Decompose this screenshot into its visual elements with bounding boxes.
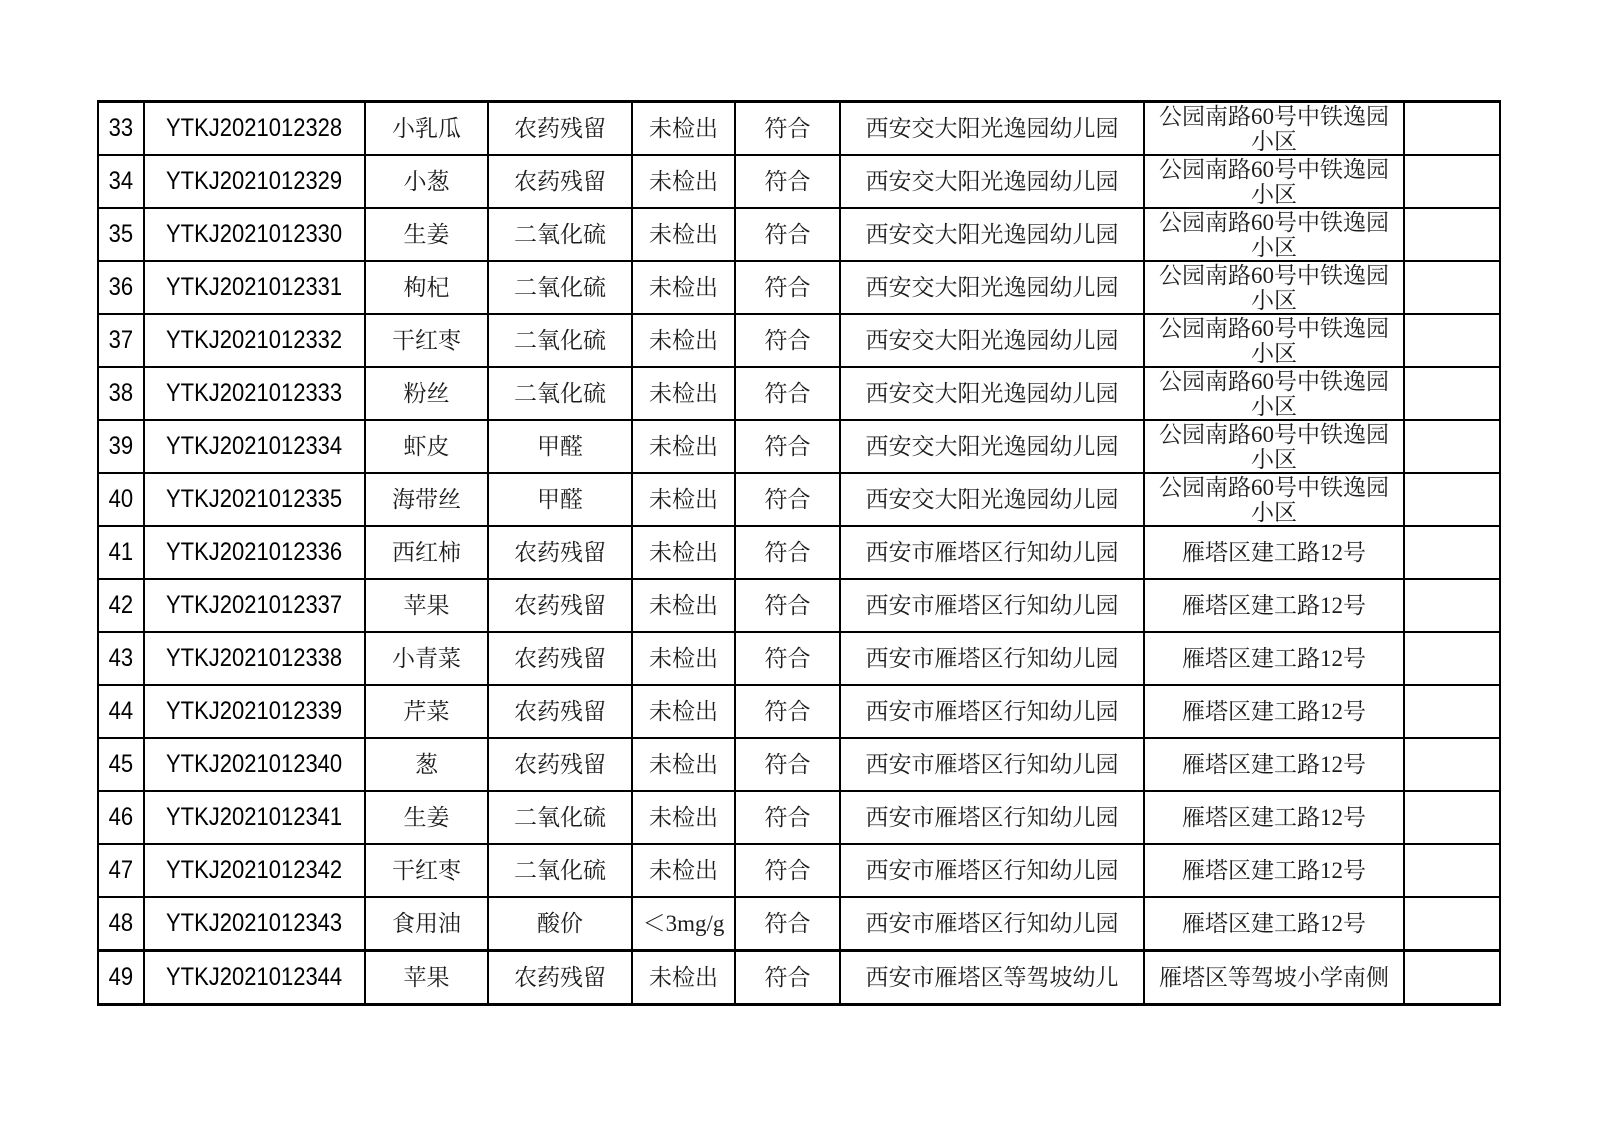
cell-org: 西安交大阳光逸园幼儿园: [840, 367, 1144, 420]
cell-item: 农药残留: [488, 738, 632, 791]
cell-sample: 小葱: [365, 155, 488, 208]
cell-sample: 食用油: [365, 897, 488, 951]
cell-item: 农药残留: [488, 685, 632, 738]
row-number-text: 48: [108, 909, 134, 937]
table-row: [98, 367, 1500, 420]
row-number-text: 36: [108, 273, 134, 301]
row-number-text: 43: [108, 644, 134, 672]
cell-org: 西安市雁塔区行知幼儿园: [840, 579, 1144, 632]
row-number-text: 34: [108, 167, 134, 195]
cell-result: 未检出: [632, 526, 735, 579]
cell-address: 雁塔区建工路12号: [1144, 844, 1404, 897]
cell-no: [98, 897, 144, 951]
row-number-text: 45: [108, 750, 134, 778]
cell-remark: [1404, 261, 1500, 314]
cell-item: 酸价: [488, 897, 632, 951]
cell-conclusion: 符合: [735, 261, 840, 314]
cell-remark: [1404, 791, 1500, 844]
sample-code-text: YTKJ2021012328: [166, 114, 343, 142]
cell-result: 未检出: [632, 155, 735, 208]
cell-sample: 粉丝: [365, 367, 488, 420]
sample-code-text: YTKJ2021012344: [166, 963, 343, 991]
sample-code-text: YTKJ2021012331: [166, 273, 343, 301]
cell-result: 未检出: [632, 791, 735, 844]
cell-address: 公园南路60号中铁逸园小区: [1144, 420, 1404, 473]
cell-result: ＜3mg/g: [632, 897, 735, 951]
results-table-body: [98, 102, 1500, 1005]
sample-code-text: YTKJ2021012335: [166, 485, 343, 513]
cell-org: 西安交大阳光逸园幼儿园: [840, 420, 1144, 473]
row-number-text: 33: [108, 114, 134, 142]
cell-item: 农药残留: [488, 155, 632, 208]
cell-sample: 小乳瓜: [365, 102, 488, 156]
cell-sample: 葱: [365, 738, 488, 791]
cell-address: 雁塔区等驾坡小学南侧: [1144, 951, 1404, 1005]
cell-result: 未检出: [632, 951, 735, 1005]
cell-remark: [1404, 473, 1500, 526]
cell-org: 西安市雁塔区行知幼儿园: [840, 526, 1144, 579]
cell-org: 西安交大阳光逸园幼儿园: [840, 261, 1144, 314]
cell-code: [144, 579, 365, 632]
cell-item: 二氧化硫: [488, 208, 632, 261]
cell-result: 未检出: [632, 844, 735, 897]
cell-result: 未检出: [632, 314, 735, 367]
table-row: [98, 473, 1500, 526]
cell-conclusion: 符合: [735, 155, 840, 208]
cell-code: [144, 261, 365, 314]
cell-conclusion: 符合: [735, 102, 840, 156]
cell-item: 二氧化硫: [488, 367, 632, 420]
row-number-text: 37: [108, 326, 134, 354]
cell-code: [144, 791, 365, 844]
cell-result: 未检出: [632, 261, 735, 314]
sample-code-text: YTKJ2021012337: [166, 591, 343, 619]
table-row: [98, 579, 1500, 632]
cell-item: 农药残留: [488, 579, 632, 632]
cell-remark: [1404, 314, 1500, 367]
cell-conclusion: 符合: [735, 791, 840, 844]
sample-code-text: YTKJ2021012329: [166, 167, 343, 195]
table-row: [98, 738, 1500, 791]
cell-no: [98, 738, 144, 791]
cell-item: 甲醛: [488, 473, 632, 526]
row-number-text: 39: [108, 432, 134, 460]
cell-address: 雁塔区建工路12号: [1144, 897, 1404, 951]
cell-result: 未检出: [632, 420, 735, 473]
cell-sample: 小青菜: [365, 632, 488, 685]
cell-org: 西安交大阳光逸园幼儿园: [840, 102, 1144, 156]
cell-org: 西安市雁塔区等驾坡幼儿: [840, 951, 1144, 1005]
cell-no: [98, 632, 144, 685]
cell-sample: 生姜: [365, 208, 488, 261]
cell-org: 西安市雁塔区行知幼儿园: [840, 791, 1144, 844]
cell-code: [144, 314, 365, 367]
cell-remark: [1404, 526, 1500, 579]
cell-item: 二氧化硫: [488, 314, 632, 367]
cell-code: [144, 738, 365, 791]
cell-address: 雁塔区建工路12号: [1144, 791, 1404, 844]
cell-sample: 干红枣: [365, 314, 488, 367]
row-number-text: 40: [108, 485, 134, 513]
cell-result: 未检出: [632, 473, 735, 526]
cell-result: 未检出: [632, 685, 735, 738]
cell-org: 西安市雁塔区行知幼儿园: [840, 738, 1144, 791]
cell-no: [98, 951, 144, 1005]
sample-code-text: YTKJ2021012338: [166, 644, 343, 672]
cell-no: [98, 102, 144, 156]
cell-org: 西安市雁塔区行知幼儿园: [840, 897, 1144, 951]
cell-code: [144, 951, 365, 1005]
cell-conclusion: 符合: [735, 844, 840, 897]
cell-org: 西安交大阳光逸园幼儿园: [840, 208, 1144, 261]
cell-no: [98, 473, 144, 526]
cell-org: 西安市雁塔区行知幼儿园: [840, 685, 1144, 738]
cell-code: [144, 897, 365, 951]
cell-item: 农药残留: [488, 102, 632, 156]
cell-address: 公园南路60号中铁逸园小区: [1144, 261, 1404, 314]
cell-address: 公园南路60号中铁逸园小区: [1144, 102, 1404, 156]
cell-result: 未检出: [632, 367, 735, 420]
row-number-text: 42: [108, 591, 134, 619]
cell-code: [144, 844, 365, 897]
cell-sample: 苹果: [365, 579, 488, 632]
cell-remark: [1404, 844, 1500, 897]
cell-code: [144, 685, 365, 738]
cell-result: 未检出: [632, 102, 735, 156]
cell-sample: 虾皮: [365, 420, 488, 473]
cell-address: 雁塔区建工路12号: [1144, 526, 1404, 579]
cell-address: 公园南路60号中铁逸园小区: [1144, 473, 1404, 526]
cell-org: 西安交大阳光逸园幼儿园: [840, 473, 1144, 526]
cell-remark: [1404, 155, 1500, 208]
row-number-text: 49: [108, 963, 134, 991]
sample-code-text: YTKJ2021012342: [166, 856, 343, 884]
row-number-text: 41: [108, 538, 134, 566]
cell-no: [98, 261, 144, 314]
cell-remark: [1404, 367, 1500, 420]
cell-conclusion: 符合: [735, 420, 840, 473]
cell-address: 雁塔区建工路12号: [1144, 632, 1404, 685]
table-row: [98, 897, 1500, 951]
cell-code: [144, 473, 365, 526]
cell-item: 二氧化硫: [488, 261, 632, 314]
table-row: [98, 208, 1500, 261]
row-number-text: 47: [108, 856, 134, 884]
sample-code-text: YTKJ2021012332: [166, 326, 343, 354]
cell-conclusion: 符合: [735, 367, 840, 420]
cell-sample: 西红柿: [365, 526, 488, 579]
table-row: [98, 844, 1500, 897]
cell-remark: [1404, 632, 1500, 685]
table-row: [98, 526, 1500, 579]
cell-remark: [1404, 102, 1500, 156]
sample-code-text: YTKJ2021012341: [166, 803, 343, 831]
cell-conclusion: 符合: [735, 951, 840, 1005]
row-number-text: 46: [108, 803, 134, 831]
cell-no: [98, 208, 144, 261]
cell-no: [98, 367, 144, 420]
food-safety-results-table: [97, 100, 1501, 1006]
cell-no: [98, 844, 144, 897]
sample-code-text: YTKJ2021012339: [166, 697, 343, 725]
cell-item: 农药残留: [488, 632, 632, 685]
cell-address: 公园南路60号中铁逸园小区: [1144, 155, 1404, 208]
cell-code: [144, 155, 365, 208]
cell-item: 二氧化硫: [488, 844, 632, 897]
cell-no: [98, 526, 144, 579]
row-number-text: 35: [108, 220, 134, 248]
row-number-text: 38: [108, 379, 134, 407]
cell-result: 未检出: [632, 632, 735, 685]
cell-remark: [1404, 897, 1500, 951]
cell-code: [144, 208, 365, 261]
sample-code-text: YTKJ2021012336: [166, 538, 343, 566]
cell-conclusion: 符合: [735, 526, 840, 579]
table-row: [98, 685, 1500, 738]
cell-conclusion: 符合: [735, 738, 840, 791]
sample-code-text: YTKJ2021012333: [166, 379, 343, 407]
cell-no: [98, 314, 144, 367]
row-number-text: 44: [108, 697, 134, 725]
cell-no: [98, 791, 144, 844]
cell-sample: 生姜: [365, 791, 488, 844]
cell-org: 西安市雁塔区行知幼儿园: [840, 632, 1144, 685]
cell-address: 公园南路60号中铁逸园小区: [1144, 314, 1404, 367]
cell-remark: [1404, 685, 1500, 738]
cell-address: 公园南路60号中铁逸园小区: [1144, 367, 1404, 420]
cell-address: 雁塔区建工路12号: [1144, 685, 1404, 738]
cell-item: 甲醛: [488, 420, 632, 473]
table-row: [98, 314, 1500, 367]
table-row: [98, 791, 1500, 844]
cell-conclusion: 符合: [735, 208, 840, 261]
cell-code: [144, 632, 365, 685]
cell-sample: 枸杞: [365, 261, 488, 314]
table-row: [98, 632, 1500, 685]
cell-address: 公园南路60号中铁逸园小区: [1144, 208, 1404, 261]
cell-result: 未检出: [632, 208, 735, 261]
cell-address: 雁塔区建工路12号: [1144, 579, 1404, 632]
cell-conclusion: 符合: [735, 314, 840, 367]
cell-remark: [1404, 420, 1500, 473]
table-row: [98, 155, 1500, 208]
cell-conclusion: 符合: [735, 897, 840, 951]
cell-sample: 苹果: [365, 951, 488, 1005]
sample-code-text: YTKJ2021012330: [166, 220, 343, 248]
cell-result: 未检出: [632, 738, 735, 791]
cell-org: 西安市雁塔区行知幼儿园: [840, 844, 1144, 897]
cell-code: [144, 367, 365, 420]
cell-code: [144, 526, 365, 579]
cell-code: [144, 420, 365, 473]
cell-address: 雁塔区建工路12号: [1144, 738, 1404, 791]
cell-item: 农药残留: [488, 526, 632, 579]
cell-item: 二氧化硫: [488, 791, 632, 844]
cell-sample: 干红枣: [365, 844, 488, 897]
cell-no: [98, 420, 144, 473]
cell-no: [98, 579, 144, 632]
sample-code-text: YTKJ2021012340: [166, 750, 343, 778]
sample-code-text: YTKJ2021012334: [166, 432, 343, 460]
cell-result: 未检出: [632, 579, 735, 632]
table-row: [98, 420, 1500, 473]
table-row: [98, 951, 1500, 1005]
cell-remark: [1404, 738, 1500, 791]
cell-org: 西安交大阳光逸园幼儿园: [840, 314, 1144, 367]
cell-org: 西安交大阳光逸园幼儿园: [840, 155, 1144, 208]
cell-conclusion: 符合: [735, 632, 840, 685]
cell-no: [98, 155, 144, 208]
cell-conclusion: 符合: [735, 473, 840, 526]
cell-remark: [1404, 951, 1500, 1005]
cell-conclusion: 符合: [735, 579, 840, 632]
cell-item: 农药残留: [488, 951, 632, 1005]
cell-sample: 海带丝: [365, 473, 488, 526]
cell-sample: 芹菜: [365, 685, 488, 738]
table-row: [98, 102, 1500, 156]
cell-remark: [1404, 208, 1500, 261]
cell-conclusion: 符合: [735, 685, 840, 738]
sample-code-text: YTKJ2021012343: [166, 909, 343, 937]
cell-remark: [1404, 579, 1500, 632]
cell-no: [98, 685, 144, 738]
cell-code: [144, 102, 365, 156]
table-row: [98, 261, 1500, 314]
